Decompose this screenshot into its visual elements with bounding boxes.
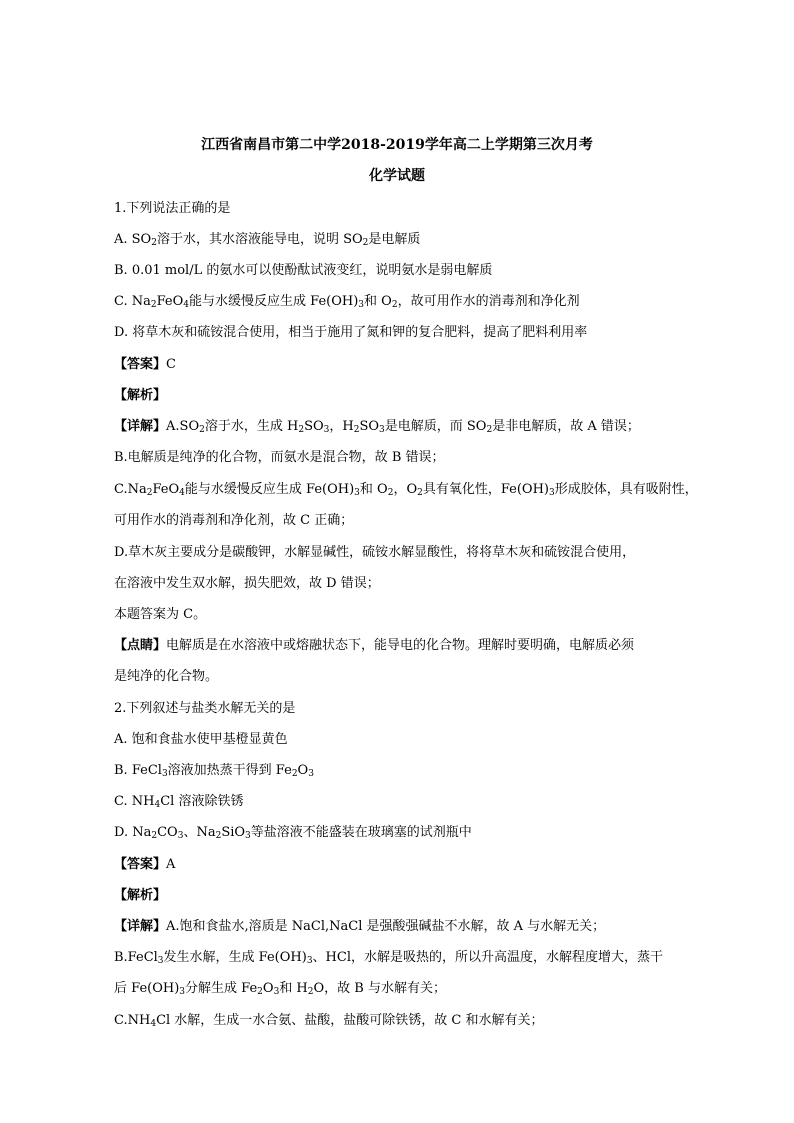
q2-explanation-line	[114, 946, 663, 965]
text-run: 发生水解，生成 Fe(OH)	[163, 950, 307, 965]
q2-analysis-label: 【解析】	[114, 888, 167, 903]
q2-stem: 2.下列叙述与盐类水解无关的是	[114, 701, 296, 716]
text-run: SO	[359, 419, 380, 434]
q2-explanation-line: 【详解】A.饱和食盐水,溶质是 NaCl,NaCl 是强酸强碱盐不水解，故 A 与水解无关；	[114, 919, 606, 934]
exam-title: 江西省南昌市第二中学2018-2019学年高二上学期第三次月考	[201, 137, 593, 153]
text-run: A.SO	[166, 419, 200, 434]
subscript: 3	[323, 425, 330, 435]
q1-explanation-line: 在溶液中发生双水解，损失肥效，故 D 错误；	[114, 576, 380, 591]
subscript: 2	[362, 238, 369, 248]
text-run: 和 O	[364, 294, 392, 309]
subscript: 2	[291, 769, 298, 779]
text-run: A. SO	[114, 232, 152, 247]
q1-explanation-line: D.草木灰主要成分是碳酸钾，水解显碱性，硫铵水解显酸性，将将草木灰和硫铵混合使用，	[114, 545, 636, 560]
q2-option-a: A. 饱和食盐水使甲基橙显黄色	[114, 732, 288, 747]
text-run: B. FeCl	[114, 763, 162, 778]
text-run: 和 H	[279, 981, 308, 996]
text-run: 是电解质	[368, 232, 421, 247]
q1-analysis-label: 【解析】	[114, 388, 167, 403]
q1-answer: 【答案】C	[114, 357, 176, 372]
text-run: C.Na	[114, 482, 147, 497]
subscript: 3	[273, 987, 280, 997]
subscript: 2	[151, 831, 158, 841]
q1-tip-line: 是纯净的化合物。	[114, 669, 219, 684]
q1-explanation-line: 可用作水的消毒剂和净化剂，故 C 正确；	[114, 513, 354, 528]
subscript: 2	[199, 425, 205, 435]
text-run: O	[262, 981, 274, 996]
text-run: CO	[157, 825, 178, 840]
text-run: 是电解质，而 SO	[384, 419, 487, 434]
q1-option-a	[114, 228, 420, 247]
q1-explanation-line	[114, 478, 698, 497]
subscript: 3	[308, 769, 314, 779]
q1-option-c	[114, 290, 580, 309]
subscript: 4	[150, 1019, 157, 1029]
subscript: 2	[353, 425, 360, 435]
text-run: 溶于水，其水溶液能导电，说明 SO	[156, 232, 363, 247]
q2-option-b	[114, 759, 314, 778]
text-run: 溶于水，生成 H	[204, 419, 299, 434]
text-run: 溶液加热蒸干得到 Fe	[167, 763, 292, 778]
text-run: 形成胶体，具有吸附性，	[554, 482, 698, 497]
q2-answer: 【答案】A	[114, 857, 176, 872]
subscript: 3	[177, 831, 184, 841]
q1-explanation-line: 本题答案为 C。	[114, 607, 207, 622]
subscript: 4	[179, 488, 185, 498]
subscript: 3	[245, 831, 251, 841]
q2-option-d	[114, 821, 472, 840]
text-run: C.NH	[114, 1013, 151, 1028]
subscript: 4	[183, 300, 190, 310]
q1-tip-line: 【点睛】电解质是在水溶液中或熔融状态下，能导电的化合物。理解时要明确，电解质必须	[114, 638, 635, 653]
text-run: Cl 水解，生成一水合氨、盐酸，盐酸可除铁锈，故 C 和水解有关；	[156, 1013, 544, 1028]
text-run: SiO	[221, 825, 246, 840]
text-run: 分解生成 Fe	[185, 981, 258, 996]
q1-option-b: B. 0.01 mol/L 的氨水可以使酚酞试液变红，说明氨水是弱电解质	[114, 263, 493, 278]
subscript: 4	[154, 800, 161, 810]
subscript: 2	[486, 425, 493, 435]
text-run: 和 O	[359, 482, 388, 497]
text-run: 、HCl，水解是吸热的，所以升高温度，水解程度增大，蒸干	[312, 950, 663, 965]
subscript: 2	[391, 300, 398, 310]
subscript: 3	[179, 987, 186, 997]
text-run: FeO	[156, 294, 184, 309]
subscript: 2	[257, 987, 263, 997]
subscript: 2	[417, 488, 423, 498]
text-run: ，H	[329, 419, 354, 434]
text-run: O	[297, 763, 309, 778]
q2-explanation-line	[114, 1009, 544, 1028]
subscript: 2	[150, 300, 157, 310]
text-run: Cl 溶液除铁锈	[160, 794, 244, 809]
text-run: SO	[304, 419, 324, 434]
text-run: 是非电解质，故 A 错误；	[492, 419, 640, 434]
text-run: D. Na	[114, 825, 152, 840]
subscript: 3	[354, 488, 360, 498]
subscript: 2	[387, 488, 394, 498]
q2-option-c	[114, 790, 243, 809]
q1-explanation-line: 【详解】$A.SO_2$溶于水，生成 $H_2SO_3$，$H_2SO_3$是电解质，而 $SO_2$是非电解质，故 A 错误；	[114, 419, 640, 435]
subscript: 2	[307, 987, 314, 997]
text-run: C. NH	[114, 794, 155, 809]
q2-explanation-line	[114, 977, 446, 996]
text-run: 能与水缓慢反应生成 Fe(OH)	[189, 294, 359, 309]
text-run: 、Na	[183, 825, 216, 840]
q1-option-d: D. 将草木灰和硫铵混合使用，相当于施用了氮和钾的复合肥料，提高了肥料利用率	[114, 325, 588, 340]
subscript: 3	[161, 769, 168, 779]
text-run: B.FeCl	[114, 950, 158, 965]
subscript: 3	[306, 956, 313, 966]
exam-subtitle: 化学试题	[369, 168, 425, 184]
subscript: 3	[549, 488, 555, 498]
text-run: FeO	[152, 482, 180, 497]
text-run: O，故 B 与水解有关；	[313, 981, 446, 996]
q1-explanation-line: B.电解质是纯净的化合物，而氨水是混合物，故 B 错误；	[114, 450, 445, 465]
text-run: 等盐溶液不能盛装在玻璃塞的试剂瓶中	[250, 825, 472, 840]
subscript: 2	[151, 238, 157, 248]
subscript: 2	[146, 488, 153, 498]
text-run: ，O	[393, 482, 418, 497]
text-run: C. Na	[114, 294, 151, 309]
text-run: ，故可用作水的消毒剂和净化剂	[397, 294, 580, 309]
q1-stem: 1.下列说法正确的是	[114, 201, 231, 216]
text-run: 后 Fe(OH)	[114, 981, 180, 996]
subscript: 3	[358, 300, 365, 310]
text-run: 能与水缓慢反应生成 Fe(OH)	[184, 482, 355, 497]
subscript: 2	[298, 425, 305, 435]
subscript: 3	[379, 425, 385, 435]
subscript: 3	[157, 956, 164, 966]
text-run: 具有氧化性，Fe(OH)	[422, 482, 549, 497]
subscript: 2	[215, 831, 222, 841]
